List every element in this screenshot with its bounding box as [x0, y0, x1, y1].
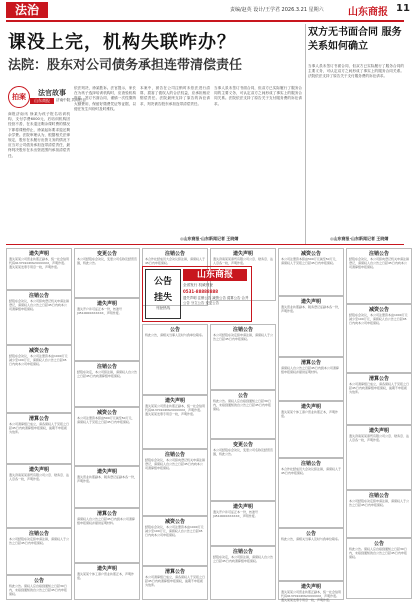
classified-ad-body: 本公司经股东会决议，变更公司名称及经营范围，特此公告。 — [213, 448, 274, 457]
notice-badge-caption: 刊登热线 — [155, 306, 171, 310]
classified-ad-title: 遗失声明 — [368, 428, 389, 434]
classified-ad-body: 遗失营业执照副本、税务登记证副本各一份，声明作废。 — [77, 475, 138, 484]
classified-ad — [142, 395, 208, 449]
classified-ad — [210, 546, 276, 600]
classified-ad-body: 本公司经股东会决议，变更公司名称及经营范围，特此公告。 — [77, 257, 138, 266]
classified-ad-body: 遗失济南某某商贸有限公司公章、财务章、法人章各一枚，声明作废。 — [9, 473, 70, 482]
column-logo-icon: 拍案 — [8, 86, 30, 108]
classified-ad-title: 减资公告 — [368, 307, 389, 313]
classified-ad-title: 注销公告 — [28, 293, 49, 299]
classified-ad — [74, 407, 140, 466]
classified-ad — [346, 373, 412, 425]
article-column-4: 当事人虽未签订书面合同，但双方已实际履行了服务合同的主要义务，可认定双方之间形成了事实上的服务合同关系。法院依法支持了原告关于支付服务费的诉讼请求。 — [214, 86, 302, 106]
classified-ad-title: 清算公告 — [96, 511, 117, 517]
classified-ad-title: 注销公告 — [164, 452, 185, 458]
classified-ad-title: 注销公告 — [232, 549, 253, 555]
notice-badge-line2: 挂失 — [153, 293, 172, 303]
classified-ad-title: 公告 — [373, 541, 384, 547]
classified-ad-title: 遗失声明 — [300, 404, 321, 410]
classified-ad — [6, 528, 72, 575]
editor-meta: 责编/赵英 设计/王学君 2026.3.21 星期六 — [230, 7, 324, 13]
classified-ad — [210, 501, 276, 546]
classified-ad — [210, 390, 276, 439]
classified-ad-title: 清算公告 — [164, 569, 185, 575]
classified-ad-title: 注销公告 — [368, 251, 389, 257]
page-number: 11 — [396, 3, 410, 14]
classified-ad-title: 减资公告 — [96, 410, 117, 416]
ad-service-list: 遗失声明 注销公告 减资公告 清算公告 合并公告 分立公告 变更公告 — [183, 296, 249, 305]
classified-ad-body: 经股东决定，本公司拟注销，请债权人自公告之日起45日内向清算组申报债权。 — [213, 555, 274, 564]
classified-ad-body: 遗失某某公司营业执照正副本，统一社会信用代码91370102MA3XXXXXX，声明作废。遗失某某发票专用章一枚，声明作废。 — [145, 404, 206, 417]
classified-ad-body: 请债权人自公告之日起45日内到本公司清算组申报债权并提供证明材料。 — [77, 517, 135, 526]
ad-slogan: 全省发行 权威刊登 — [183, 283, 213, 287]
classified-ad — [278, 528, 344, 581]
classified-ad-body: 特此公告。债权人应自接到通知之日起30日内，未接到通知的自公告之日起45日内申报债权。 — [349, 547, 407, 560]
classified-ad-body: 经股东会决议，本公司拟向登记机关申请注销登记，请债权人自公告之日起45日内向本公司清算组申报债权。 — [145, 458, 206, 471]
classified-ad-body: 本公司经股东决定拟申请注销，请债权人于公告之日起45日内申报债权。 — [213, 333, 274, 342]
classified-ad-title: 清算公告 — [300, 360, 321, 366]
classified-ad-body: 经股东会决议，本公司注册资本由1000万元减少至100万元，请债权人自公告之日起45日内向本公司申报债权。 — [145, 525, 204, 538]
classified-ad-title: 变更公告 — [96, 251, 117, 257]
main-subheadline: 法院：股东对公司债务承担连带清偿责任 — [8, 58, 243, 73]
classified-ad-body: 遗失营业执照副本、税务登记证副本各一份，声明作废。 — [281, 305, 342, 314]
classified-ad-title: 遗失声明 — [96, 566, 117, 572]
classified-ad — [346, 304, 412, 373]
main-headline: 课没上完，机构失联咋办？ — [8, 32, 236, 53]
classified-ad — [142, 566, 208, 600]
classified-ad-title: 注销公告 — [96, 364, 117, 370]
classified-ad-body: 经股东会决议，本公司注册资本由1000万元减少至100万元，请债权人自公告之日起45日内向本公司申报债权。 — [9, 354, 68, 367]
classified-ad — [278, 296, 344, 357]
classified-ad-title: 公告 — [169, 327, 180, 333]
classified-ad-body: 本公司清算组已成立，请各债权人于见报之日起45日内向清算组申报债权，逾期不申报视为放弃。 — [145, 575, 206, 588]
column-logo — [8, 86, 86, 108]
classified-ad-body: 经股东会决议，本公司拟向登记机关申请注销登记，请债权人自公告之日起45日内向本公司清算组申报债权。 — [349, 257, 410, 270]
classified-ad-body: 本公司经股东决定拟申请注销，请债权人于公告之日起45日内申报债权。 — [349, 499, 410, 508]
classified-ad-title: 变更公告 — [232, 442, 253, 448]
classified-ad — [278, 581, 344, 603]
classified-ad-title: 遗失声明 — [164, 398, 185, 404]
classified-ad — [74, 298, 140, 361]
classified-ad-title: 遗失声明 — [28, 467, 49, 473]
classified-ad-body: 特此公告，请相关当事人及时与我单位联系。 — [281, 537, 342, 541]
sidebar-credit: ◎山东商报·山东新闻记者 王晓婧 — [330, 236, 389, 241]
classified-ad — [74, 466, 140, 508]
classified-ad-body: 特此公告。债权人应自接到通知之日起30日内，未接到通知的自公告之日起45日内申报债权。 — [9, 584, 67, 597]
classified-ad — [278, 248, 344, 296]
classified-ad-body: 特此公告。债权人应自接到通知之日起30日内，未接到通知的自公告之日起45日内申报债权。 — [213, 399, 271, 412]
classifieds-ad-banner — [142, 266, 252, 322]
classified-ad-title: 遗失声明 — [232, 504, 253, 510]
classified-ad-title: 公告 — [237, 393, 248, 399]
page-header — [0, 0, 410, 20]
classified-ad-body: 特此公告，请相关当事人及时与我单位联系。 — [145, 333, 206, 337]
classified-ad-body: 本公司经股东决定拟申请注销，请债权人于公告之日起45日内申报债权。 — [9, 537, 70, 546]
notice-badge-line1: 公告 — [153, 277, 172, 287]
classified-ad — [6, 413, 72, 464]
section-tag: 法治 — [6, 2, 48, 18]
classified-ad-title: 清算公告 — [28, 416, 49, 422]
classified-ad — [74, 508, 140, 563]
classified-ad-body: 本合作社经成员大会决议拟注销，请债权人于45日内申报债权。 — [145, 257, 206, 266]
classified-ad-body: 遗失某某个体工商户营业执照正本，声明作废。 — [77, 572, 135, 581]
article-column-3: 本案中，被告在公司注销时未依法进行清算，损害了债权人的合法权益，应承担相应赔偿责任。法院最终支持了原告的诉讼请求，判决被告股东承担连带清偿责任。 — [140, 86, 210, 106]
header-rule — [6, 20, 404, 22]
classified-ad-title: 注销公告 — [368, 493, 389, 499]
classified-ad-body: 遗失开户许可证正本一份，核准号J4510000XXXXXX，声明作废。 — [77, 307, 123, 316]
classified-ad — [6, 345, 72, 413]
classified-ad — [74, 361, 140, 407]
newspaper-brand: 山东商报 — [348, 7, 388, 18]
classified-ad-title: 公告 — [33, 578, 44, 584]
ad-brand: 山东商报 — [183, 269, 247, 281]
classified-ad-body: 遗失济南某某商贸有限公司公章、财务章、法人章各一枚，声明作废。 — [349, 434, 410, 443]
sidebar-headline: 双方无书面合同 服务关系如何确立 — [308, 27, 402, 52]
classified-ad-body: 本公司清算组已成立，请各债权人于见报之日起45日内向清算组申报债权，逾期不申报视为放弃。 — [349, 382, 410, 395]
classified-ad — [6, 290, 72, 345]
classified-ad-title: 遗失声明 — [28, 251, 49, 257]
column-tag: 山东商报 — [30, 98, 54, 104]
section-divider — [6, 244, 404, 245]
classified-ad-title: 遗失声明 — [300, 584, 321, 590]
classified-ad-body: 本公司清算组已成立，请各债权人于见报之日起45日内向清算组申报债权，逾期不申报视为放弃。 — [9, 422, 70, 435]
classified-ad — [210, 324, 276, 390]
ad-hotline: 0531-88888888 — [183, 289, 219, 294]
classified-ad-body: 遗失某某公司营业执照正副本，统一社会信用代码91370102MA3XXXXXX，声明作废。遗失某某发票专用章一枚，声明作废。 — [281, 590, 342, 603]
notice-badge — [145, 269, 181, 319]
classified-ad-title: 减资公告 — [164, 519, 185, 525]
classified-ad — [210, 439, 276, 501]
classified-ad-body: 经股东会决议，本公司拟向登记机关申请注销登记，请债权人自公告之日起45日内向本公司清算组申报债权。 — [9, 299, 70, 312]
classified-ad-title: 注销公告 — [232, 327, 253, 333]
classified-ad-title: 公告 — [305, 531, 316, 537]
classified-ad-title: 注销公告 — [28, 531, 49, 537]
article-column-2: 依法判决，徐某胜诉。法官提示，家长在为孩子选择培训机构时，应查验机构资质，签订书面合同，谨慎一次性缴纳大额费用，保留好缴费凭证等证据，以便在发生纠纷时及时维权。 — [74, 86, 136, 111]
classified-ad-body: 遗失济南某某商贸有限公司公章、财务章、法人章各一枚，声明作废。 — [213, 257, 274, 266]
classified-ad-title: 清算公告 — [368, 376, 389, 382]
classified-ad — [6, 464, 72, 528]
classified-ad-body: 本合作社经成员大会决议拟注销，请债权人于45日内申报债权。 — [281, 467, 342, 476]
classified-ad — [278, 357, 344, 401]
classified-ad-title: 注销公告 — [164, 251, 185, 257]
column-slogan: 济南中院 共同栏目 — [56, 98, 86, 102]
classified-ad-title: 遗失声明 — [232, 251, 253, 257]
classified-ad-body: 遗失某某公司营业执照正副本，统一社会信用代码91370102MA3XXXXXX，声明作废。遗失某某发票专用章一枚，声明作废。 — [9, 257, 70, 270]
classified-ad-title: 减资公告 — [300, 251, 321, 257]
classified-ad-body: 经股东会决议，本公司注册资本由1000万元减少至100万元，请债权人自公告之日起45日内向本公司申报债权。 — [349, 313, 408, 326]
column-name: 法官故事 — [38, 89, 66, 97]
classified-ad-title: 减资公告 — [28, 348, 49, 354]
classified-ad — [74, 563, 140, 600]
sidebar-column-body: 当事人虽未签订书面合同，但双方已实际履行了服务合同的主要义务，可认定双方之间形成了事实上的服务合同关系。法院依法支持了原告关于支付服务费的诉讼请求。 — [308, 64, 404, 79]
classified-ad — [346, 538, 412, 599]
classified-ad — [142, 324, 208, 395]
classified-ad-title: 遗失声明 — [96, 469, 117, 475]
classified-ad — [142, 516, 208, 566]
classified-ad-title: 遗失声明 — [300, 299, 321, 305]
article-column-1: 商报济南讯 徐某为孩子报名培训机构，支付学费6000元，后培训机构因经营不善，在未退还剩余课时费的情况下即将课程停止，徐某起诉要求退还剩余学费。法院审理认为，根据相关法律规定，股东在未履行出资义务的情况下应当对公司债务承担连带清偿责任，最终判决股东在未出资范围内承担清偿责任。 — [8, 112, 70, 158]
classified-ad-body: 请债权人自公告之日起45日内到本公司清算组申报债权并提供证明材料。 — [281, 366, 339, 375]
classified-ad — [278, 401, 344, 458]
classified-ad — [6, 575, 72, 600]
classified-ad — [6, 248, 72, 290]
classified-ad-title: 注销公告 — [300, 461, 321, 467]
classified-ad — [346, 490, 412, 538]
classified-ad — [142, 449, 208, 516]
classified-ad-title: 遗失声明 — [96, 301, 117, 307]
classified-ad-body: 遗失开户许可证正本一份，核准号J4510000XXXXXX，声明作废。 — [213, 510, 259, 519]
classified-ad-body: 本公司注册资本拟由500万元减至50万元，请债权人于见报之日起45日内申报债权。 — [77, 416, 135, 425]
classified-ad-body: 本公司注册资本拟由500万元减至50万元，请债权人于见报之日起45日内申报债权。 — [281, 257, 339, 266]
classified-ad-body: 经股东决定，本公司拟注销，请债权人自公告之日起45日内向清算组申报债权。 — [77, 370, 138, 379]
column-divider — [305, 24, 306, 244]
classified-ad-body: 遗失某某个体工商户营业执照正本，声明作废。 — [281, 410, 339, 419]
classified-ad — [278, 458, 344, 528]
article-credit: ◎山东商报·山东新闻记者 王晓婧 — [180, 236, 239, 241]
classified-ad — [346, 248, 412, 304]
classified-ad — [346, 425, 412, 490]
classified-ad — [74, 248, 140, 298]
